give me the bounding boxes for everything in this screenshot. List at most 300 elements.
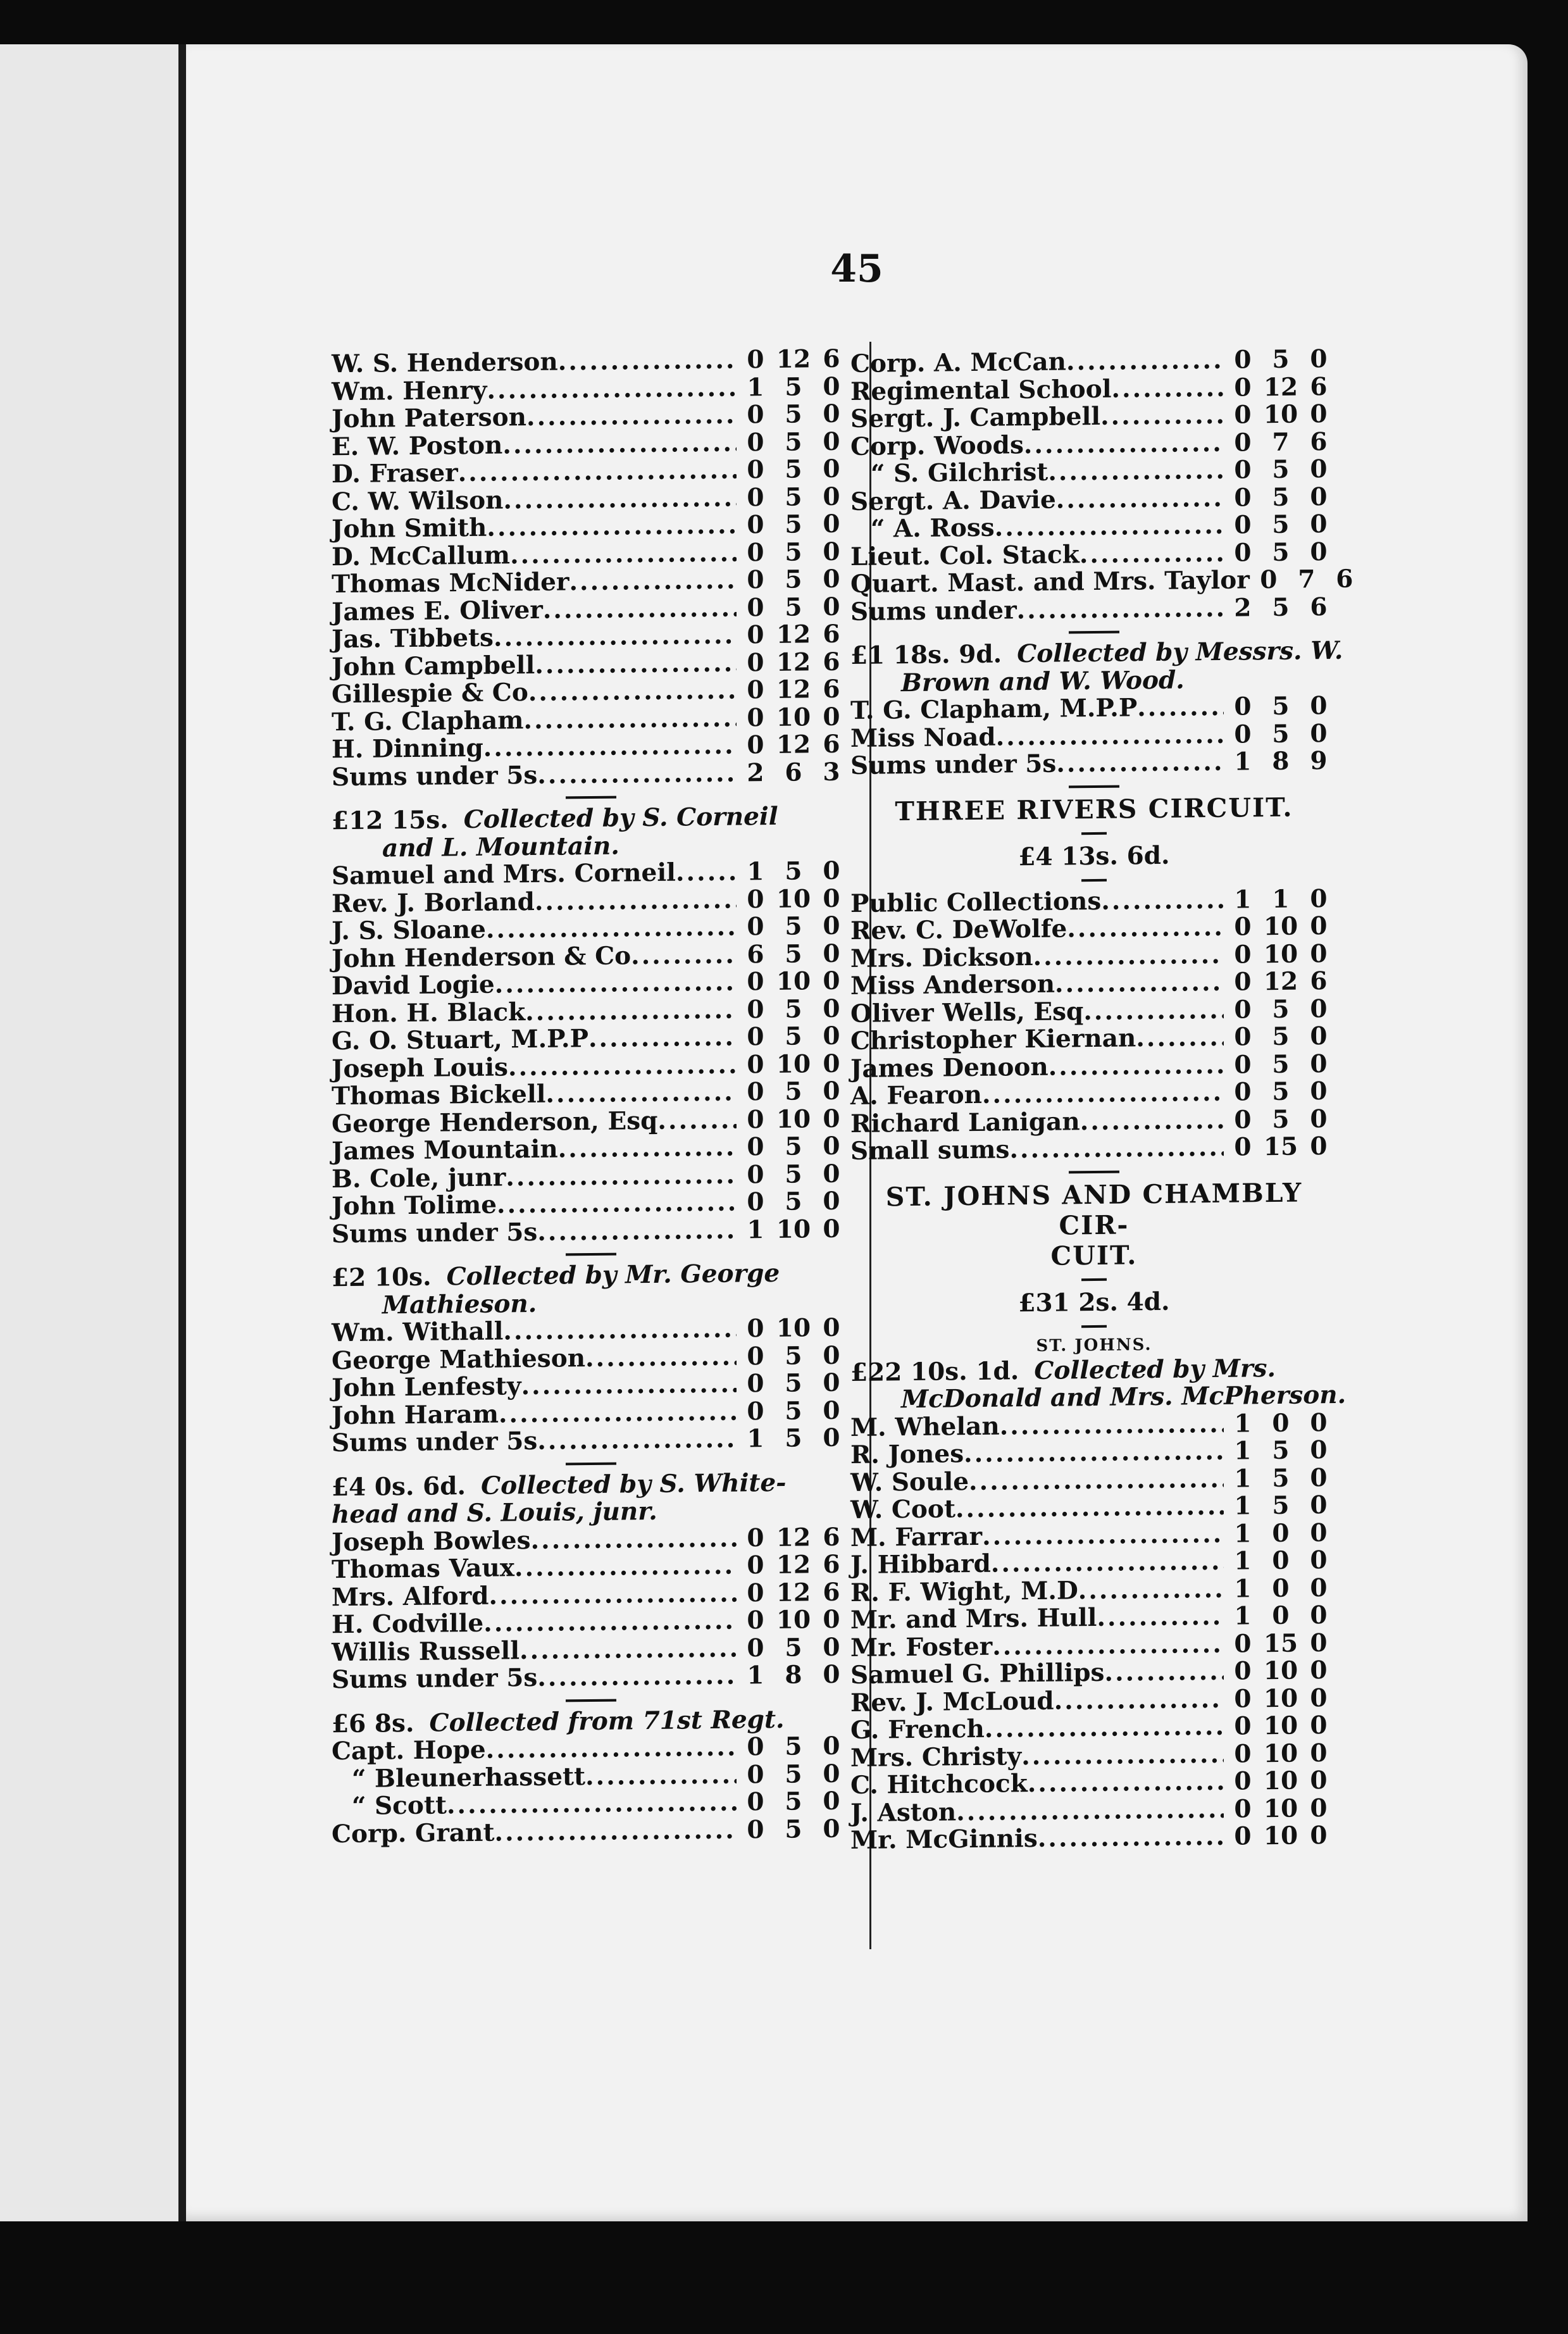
amount-pounds: 0 [747,1551,764,1580]
amount-pounds: 0 [1234,692,1252,721]
donation-amount [1224,538,1338,566]
donation-amount [737,1188,850,1216]
amount-shillings: 5 [1272,1049,1290,1079]
amount-shillings: 5 [1272,537,1290,567]
amount-shillings: 10 [776,1049,811,1079]
amount-pence: 0 [1310,1435,1328,1465]
donation-amount [1224,1602,1338,1630]
amount-pounds: 0 [747,455,764,485]
donor-name: Gillespie & Co [332,678,528,709]
donation-amount [1224,346,1338,374]
leader-dots [535,649,737,679]
amount-pence: 6 [823,674,840,704]
leader-dots [1097,1603,1224,1632]
leader-dots [537,1426,737,1456]
amount-pounds: 0 [747,1022,764,1052]
amount-pence: 0 [1310,1793,1328,1823]
donor-name: Sums under 5s [850,749,1057,781]
amount-pounds: 0 [747,675,764,705]
amount-shillings: 10 [1263,939,1298,969]
amount-shillings: 10 [1263,1794,1298,1823]
amount-shillings: 15 [1263,1628,1298,1658]
amount-shillings: 5 [785,454,802,484]
amount-pounds: 0 [747,427,764,457]
amount-shillings: 10 [776,1313,811,1343]
donor-name: Thomas McNider [332,567,569,599]
collection-collector: Collected by Mrs. [1034,1353,1276,1385]
amount-shillings: 5 [1272,344,1290,375]
amount-shillings: 0 [1272,1408,1290,1438]
section-rule [566,796,616,799]
leader-dots [495,1816,737,1847]
donor-name: John Campbell [332,650,535,682]
leader-dots [543,594,737,624]
donor-list [850,885,1338,1165]
amount-shillings: 10 [1263,1711,1298,1741]
amount-shillings: 5 [785,1159,802,1189]
amount-shillings: 5 [1272,1435,1290,1466]
donation-amount [737,995,850,1023]
amount-pounds: 0 [1234,537,1252,568]
amount-pence: 0 [1310,454,1328,484]
leader-dots [964,1438,1224,1468]
donation-amount [1224,373,1338,401]
donation-amount [737,1633,850,1662]
amount-pence: 0 [823,1632,840,1662]
collection-heading-cont: head and S. Louis, junr. [332,1496,657,1530]
amount-pounds: 0 [747,1369,764,1399]
donation-amount [737,885,850,913]
amount-pence: 0 [1310,1132,1328,1161]
collection-amount: £4 0s. 6d. [332,1471,466,1502]
donation-amount [737,1397,850,1425]
amount-shillings: 5 [1272,691,1290,721]
amount-pence: 0 [823,1186,840,1216]
donor-name: James E. Oliver [332,595,543,627]
amount-pounds: 0 [1234,1022,1252,1052]
leader-dots [1033,941,1224,971]
amount-pence: 0 [823,1214,840,1244]
donation-amount [1224,1684,1338,1713]
donation-amount [1224,483,1338,511]
leader-dots [486,1734,737,1764]
amount-pence: 6 [1310,427,1328,456]
donor-name: Willis Russell [332,1635,520,1667]
leader-dots [1017,594,1224,624]
donation-amount [737,1050,850,1078]
amount-pence: 0 [823,1159,840,1189]
amount-shillings: 10 [776,883,811,914]
section-rule [1081,1325,1107,1327]
amount-pounds: 0 [747,400,764,430]
donor-name: T. G. Clapham, M.P.P [850,693,1138,726]
donation-amount [737,1078,850,1106]
circuit-total: £4 13s. 6d. [1018,840,1170,871]
amount-pounds: 1 [1234,1546,1252,1576]
amount-pence: 0 [1310,718,1328,748]
amount-pounds: 0 [747,702,764,732]
donation-amount [737,1133,850,1161]
collection-collector: Collected by S. Corneil [463,801,778,835]
amount-pence: 6 [823,647,840,677]
donation-amount [737,676,850,704]
donor-name: Sergt. J. Campbell [850,401,1101,434]
donation-amount [737,703,850,732]
donor-name: J. S. Sloane [332,914,486,946]
donor-list [850,692,1338,780]
leader-dots [585,1761,737,1790]
donor-name: J. Aston [850,1797,957,1828]
donor-row [332,1215,850,1248]
donation-amount [1224,1739,1338,1768]
amount-pence: 0 [823,454,840,484]
leader-dots [487,374,737,404]
donor-name: John Lenfesty [332,1371,521,1403]
amount-shillings: 12 [776,620,811,649]
amount-pounds: 0 [747,537,764,567]
donation-amount [737,428,850,456]
amount-pence: 0 [823,1814,840,1844]
amount-pounds: 0 [747,1396,764,1426]
amount-pence: 0 [1310,1407,1328,1437]
donation-amount [1224,940,1338,968]
amount-shillings: 12 [1263,966,1298,997]
donation-amount [737,1551,850,1580]
amount-pence: 0 [1310,1104,1328,1133]
donor-name: E. W. Poston [332,430,503,461]
amount-pence: 0 [823,994,840,1023]
leader-dots [537,1216,737,1246]
amount-pounds: 1 [747,1424,764,1454]
amount-pounds: 0 [747,510,764,540]
amount-pounds: 0 [747,592,764,622]
donation-amount [1224,1133,1338,1161]
donor-row [850,593,1338,626]
amount-pounds: 0 [1234,1711,1252,1741]
donation-amount [1250,566,1364,594]
sub-section-title: ST. JOHNS. [1036,1335,1152,1356]
donor-name: Sums under 5s [332,1663,538,1695]
donor-name: “ S. Gilchrist [871,457,1048,489]
leader-dots [1100,402,1224,431]
collection-heading-cont: Brown and W. Wood. [901,665,1185,697]
amount-pence: 6 [823,344,840,374]
amount-shillings: 5 [1272,1490,1290,1521]
leader-dots [1083,996,1224,1025]
amount-pounds: 0 [747,1341,764,1371]
amount-pence: 0 [823,911,840,941]
leader-dots [531,1525,737,1554]
donor-name: W. S. Henderson [332,347,558,379]
amount-pounds: 0 [747,1814,764,1844]
donation-amount [737,346,850,374]
donation-amount [1224,995,1338,1023]
donation-amount [1224,1437,1338,1465]
amount-shillings: 12 [776,1522,811,1552]
amount-shillings: 5 [785,1396,802,1426]
amount-pounds: 0 [1234,400,1252,430]
amount-shillings: 5 [1272,994,1290,1024]
amount-pounds: 0 [747,1759,764,1789]
amount-pounds: 0 [1234,372,1252,403]
amount-pounds: 1 [1234,1518,1252,1549]
leader-dots [524,704,737,734]
amount-pounds: 0 [1234,719,1252,749]
leader-dots [631,941,737,970]
amount-pence: 0 [823,509,840,539]
donor-name: Lieut. Col. Stack [850,539,1080,571]
leader-dots [528,677,737,707]
book-spine [178,44,186,2221]
donation-amount [1224,1547,1338,1575]
donor-name: H. Codville [332,1608,484,1640]
amount-shillings: 5 [785,1077,802,1106]
leader-dots [1048,457,1224,486]
amount-shillings: 5 [785,565,802,594]
amount-shillings: 12 [776,675,811,704]
donor-name: “ A. Ross [871,513,995,544]
amount-shillings: 5 [785,537,802,567]
donor-name: Sums under 5s [332,760,538,792]
amount-shillings: 5 [1272,592,1290,622]
amount-shillings: 10 [1263,1766,1298,1796]
amount-pence: 0 [823,371,840,401]
amount-pence: 3 [823,757,840,787]
leader-dots [1056,749,1224,778]
amount-pounds: 1 [747,857,764,887]
book-page [186,44,1528,2221]
donor-name: Capt. Hope [332,1735,486,1766]
donor-name: Thomas Bickell [332,1079,546,1111]
amount-shillings: 5 [785,592,802,622]
amount-shillings: 5 [785,372,802,402]
donation-amount [1224,511,1338,539]
donor-name: Mr. and Mrs. Hull [850,1602,1097,1635]
amount-pence: 0 [823,399,840,429]
leader-dots [1009,1134,1224,1164]
section-rule [566,1462,616,1465]
page-number: 45 [830,247,883,291]
amount-pence: 0 [1310,1628,1328,1657]
donation-amount [737,1160,850,1189]
leader-dots [521,1371,737,1401]
leader-dots [1112,374,1224,403]
amount-pounds: 1 [747,372,764,402]
donation-amount [737,566,850,594]
leader-dots [537,1663,737,1692]
leader-dots [676,859,737,887]
donation-amount [1224,1078,1338,1106]
amount-shillings: 10 [776,1104,811,1134]
amount-pounds: 0 [747,1132,764,1162]
amount-shillings: 5 [785,1132,802,1161]
leader-dots [520,1635,737,1664]
right-column [850,344,1353,1856]
amount-pence: 0 [823,592,840,621]
donor-name: James Denoon [850,1052,1048,1083]
leader-dots [510,539,737,569]
collection-heading [332,1468,850,1501]
leader-dots [982,1520,1224,1550]
amount-shillings: 5 [785,1368,802,1398]
donation-amount [1224,1712,1338,1740]
donation-amount [737,1314,850,1343]
amount-pence: 0 [1310,1656,1328,1685]
donation-amount [737,913,850,941]
amount-pence: 0 [1310,1573,1328,1602]
donor-name: Small sums [850,1135,1010,1166]
amount-pence: 0 [1310,883,1328,913]
amount-pence: 0 [823,1423,840,1453]
amount-shillings: 5 [785,399,802,429]
amount-pounds: 0 [747,730,764,760]
leader-dots [1056,484,1224,513]
donor-name: Corp. Grant [332,1818,495,1849]
donation-amount [1224,593,1338,621]
amount-pounds: 0 [1234,1628,1252,1659]
amount-pounds: 0 [1234,1077,1252,1107]
amount-pounds: 0 [1234,427,1252,458]
donation-amount [737,1023,850,1051]
amount-pounds: 0 [1234,1766,1252,1796]
amount-pounds: 0 [747,994,764,1024]
leader-dots [1055,969,1224,998]
amount-shillings: 15 [1263,1132,1298,1162]
amount-pence: 0 [823,1076,840,1106]
amount-pounds: 0 [1234,939,1252,970]
amount-shillings: 0 [1272,1573,1290,1603]
donor-name: W. Coot [850,1494,955,1525]
donor-row [850,1822,1338,1855]
amount-pence: 0 [1310,1021,1328,1051]
leader-dots [1067,914,1224,943]
donation-amount [737,1425,850,1453]
amount-shillings: 5 [1272,454,1290,485]
amount-shillings: 10 [776,1605,811,1635]
donation-amount [1224,1519,1338,1547]
leader-dots [497,1189,737,1219]
amount-pounds: 0 [747,1314,764,1344]
donor-list [850,344,1353,627]
amount-shillings: 10 [1263,911,1298,942]
leader-dots [569,567,737,596]
leader-dots [1000,1410,1224,1440]
amount-shillings: 5 [785,911,802,941]
amount-shillings: 5 [785,1187,802,1216]
amount-pence: 0 [823,537,840,566]
amount-shillings: 0 [1272,1601,1290,1631]
amount-pounds: 1 [1234,1491,1252,1521]
amount-pounds: 0 [1234,1683,1252,1714]
donor-list [332,858,850,1249]
donor-row [332,1661,850,1694]
amount-shillings: 8 [1272,746,1290,777]
amount-shillings: 12 [1263,372,1298,402]
donor-name: B. Cole, junr [332,1162,506,1194]
donor-row [332,758,850,791]
amount-pence: 6 [823,1522,840,1552]
donation-amount [1224,1794,1338,1823]
amount-pence: 0 [1310,1766,1328,1795]
leader-dots [588,1024,737,1053]
amount-pounds: 0 [747,482,764,512]
amount-pounds: 1 [1234,884,1252,914]
leader-dots [494,622,737,652]
donor-name: Joseph Louis [332,1052,508,1083]
collection-heading-cont: and L. Mountain. [382,831,619,863]
donor-name: D. Fraser [332,458,458,489]
amount-pence: 0 [823,1731,840,1761]
donor-row [850,1133,1338,1166]
collection-collector: Collected by Mr. George [446,1258,780,1292]
circuit-title: THREE RIVERS CIRCUIT. [895,792,1293,827]
leader-dots [1048,1051,1224,1080]
leader-dots [508,1051,737,1081]
amount-pence: 6 [823,1577,840,1607]
amount-pounds: 0 [747,1787,764,1817]
amount-pence: 0 [823,1313,840,1343]
leader-dots [495,969,737,999]
amount-pounds: 0 [747,912,764,942]
donor-name: Wm. Henry [332,375,487,406]
donor-name: John Paterson [332,403,527,434]
amount-pence: 0 [1310,1077,1328,1106]
amount-pounds: 0 [747,884,764,914]
amount-shillings: 7 [1272,427,1290,457]
amount-pounds: 0 [747,1732,764,1762]
donor-name: Mrs. Alford [332,1581,489,1612]
donation-amount [1224,1105,1338,1133]
amount-pence: 0 [1310,691,1328,721]
amount-shillings: 5 [785,1341,802,1371]
donor-list [332,346,850,792]
amount-shillings: 5 [785,1787,802,1816]
leader-dots [1101,886,1224,915]
donor-name: Corp. Woods [850,430,1024,461]
amount-shillings: 12 [776,1550,811,1580]
leader-dots [995,512,1224,542]
collection-collector: Collected from 71st Regt. [429,1704,785,1738]
collection-amount: £6 8s. [332,1708,414,1738]
donor-list [850,1409,1338,1854]
amount-pounds: 0 [747,1187,764,1217]
donation-amount [737,1606,850,1635]
amount-pounds: 0 [1234,1821,1252,1851]
donor-name: James Mountain [332,1134,558,1166]
leader-dots [526,402,737,432]
amount-shillings: 7 [1298,565,1316,594]
amount-shillings: 5 [785,1759,802,1789]
section-rule [1081,1278,1107,1280]
left-column [332,346,850,1849]
donor-name: H. Dinning [332,733,483,764]
amount-shillings: 10 [1263,1821,1298,1851]
leader-dots [525,996,737,1026]
amount-pence: 0 [823,883,840,913]
donation-amount [1224,692,1338,721]
donor-name: Public Collections [850,886,1102,918]
donation-amount [1224,428,1338,456]
donor-name: Samuel G. Phillips [850,1657,1105,1690]
amount-shillings: 10 [1263,399,1298,430]
amount-pence: 0 [1310,911,1328,941]
donor-name: Sums under 5s [332,1426,538,1458]
donation-amount [1224,1822,1338,1850]
leader-dots [506,1161,737,1191]
amount-shillings: 5 [1272,1021,1290,1052]
amount-pounds: 0 [747,1606,764,1635]
amount-pence: 0 [823,1659,840,1690]
